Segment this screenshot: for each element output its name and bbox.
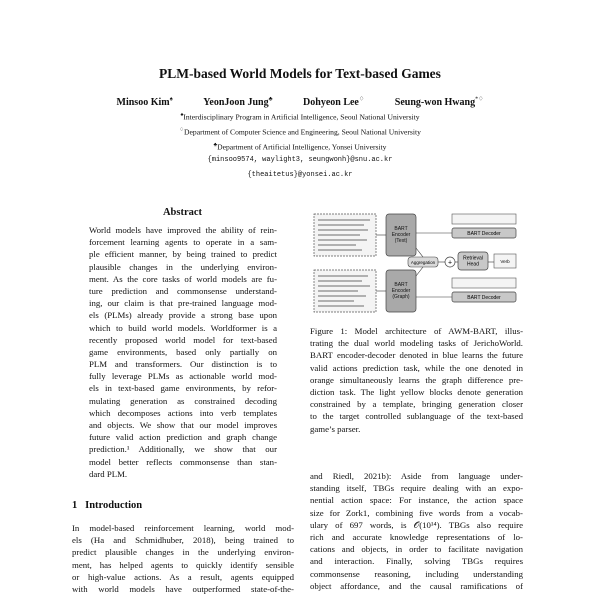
- retrieval-line-1: Retrieval: [463, 255, 483, 262]
- architecture-diagram: [312, 208, 520, 316]
- decoder-bottom-label: BART Decoder: [467, 295, 501, 301]
- encoder-graph-line-2: Encoder: [391, 288, 411, 294]
- abstract-line: els (PLMs) already provide a strong base upon: [89, 310, 277, 321]
- body-line: ulary of 697 words, is 𝒪(10¹⁴). TBGs also require: [310, 519, 523, 530]
- encoder-graph-line-1: BART: [394, 282, 408, 288]
- encoder-text-line-2: Encoder: [391, 232, 411, 238]
- abstract-line: els in text-based game environments, by refor-: [89, 383, 277, 394]
- caption-line: game’s parser.: [310, 423, 361, 434]
- caption-line: diction task. The light yellow blocks denote generation: [310, 386, 523, 397]
- intro-line: ment, has helped agents to quickly identify sensible: [72, 559, 294, 570]
- abstract-line: World models have improved the ability of rein-: [89, 225, 277, 235]
- affiliation-2: ♢Department of Computer Science and Engineering, Seoul National University: [179, 127, 421, 137]
- intro-heading: [72, 500, 142, 511]
- abstract-line: dard PLM.: [89, 468, 128, 479]
- caption-line: BART encoder-decoder denoted in blue learns the future: [310, 350, 523, 361]
- abstract-line: ing, our claim is that pre-trained language mod-: [89, 298, 277, 309]
- abstract-line: which to build world models. Worldformer is a: [89, 322, 277, 333]
- decoder-bottom-output: [452, 278, 516, 288]
- abstract-heading: Abstract: [162, 207, 203, 218]
- abstract-line: which decomposes actions into verb templates: [89, 407, 277, 418]
- section-title: Introduction: [85, 500, 143, 511]
- retrieval-line-2: Head: [467, 261, 479, 268]
- body-line: size for Zork1, combining five words from a vocab-: [310, 507, 523, 518]
- body-line: and Riedl, 2021b): Aside from language under-: [310, 471, 523, 481]
- abstract-line: PLM and transformers. Our distinction is to: [89, 359, 277, 370]
- body-line: standing itself, TBGs require dealing with an expo-: [310, 483, 523, 494]
- affiliation-3: ♣Department of Artificial Intelligence, Yonsei University: [213, 142, 387, 152]
- section-number: 1: [72, 500, 78, 511]
- plus-label: +: [447, 259, 453, 267]
- abstract-line: prediction.¹ Additionally, we show that our: [89, 444, 277, 455]
- encoder-text-line-3: (Text): [394, 238, 408, 244]
- encoder-graph-line-3: (Graph): [392, 294, 410, 300]
- intro-line: In model-based reinforcement learning, world mod-: [72, 523, 294, 533]
- caption-line: valid actions prediction task, while the one denoted in: [310, 362, 523, 373]
- intro-line: els (Ha and Schmidhuber, 2018), being trained to: [72, 535, 294, 546]
- caption-line: trating the dual world modeling tasks of JerichoWorld.: [310, 338, 523, 349]
- intro-line: with world models have outperformed state-of-the-: [72, 583, 294, 594]
- author-2: YeonJoon Jung♣: [203, 97, 273, 109]
- abstract-line: ment. As the core tasks of world models are fu-: [89, 273, 277, 284]
- caption-line: constrained by a template, bringing generation closer: [310, 399, 523, 410]
- verb-label: Verb: [500, 259, 510, 264]
- abstract-line: plausible changes in the underlying environ-: [89, 261, 277, 272]
- caption-line: to the target controlled sublanguage of the text-based: [310, 411, 523, 422]
- body-line: object affordance, and the causal ramifications of: [310, 580, 523, 591]
- right-column-body: [310, 470, 523, 592]
- author-list: [0, 96, 600, 108]
- abstract-line: mulating generation as constrained decoding: [89, 395, 277, 406]
- abstract-line: ture prediction and commonsense understand-: [89, 285, 277, 296]
- body-line: nential action space: For instance, the action space: [310, 495, 523, 506]
- abstract-line: and objects. We show that our model improves: [89, 420, 277, 430]
- abstract-body: [89, 224, 277, 480]
- caption-line: orange simultaneously learns the graph difference pre-: [310, 374, 523, 385]
- body-line: rich and accurate knowledge representations of lo-: [310, 531, 523, 542]
- body-line: commonsense reasoning, including understanding: [310, 568, 523, 579]
- encoder-text-line-1: BART: [394, 226, 408, 232]
- abstract-line: fully leverage PLMs as actionable world mod-: [89, 371, 277, 382]
- caption-line: Figure 1: Model architecture of AWM-BART, illus-: [310, 326, 523, 336]
- abstract-line: model better reflects commonsense than stan-: [89, 456, 277, 467]
- figure-1-caption: [310, 325, 523, 435]
- intro-line: or high-value actions. As a result, agents equipped: [72, 571, 294, 582]
- abstract-line: forcement learning agents to operate in a sam-: [89, 237, 277, 248]
- decoder-top-label: BART Decoder: [467, 231, 501, 237]
- email-line-2: {theaitetus}@yonsei.ac.kr: [247, 171, 353, 179]
- paper-title: PLM-based World Models for Text-based Games: [159, 66, 441, 81]
- email-line-1: {minsoo9574, waylight3, seungwonh}@snu.ac.kr: [207, 156, 393, 164]
- abstract-line: recently proposed world model for text-based: [89, 334, 277, 345]
- decoder-top-output: [452, 214, 516, 224]
- body-line: cations and objects, in order to facilitate navigation: [310, 544, 523, 555]
- body-line: and interaction. Finally, solving TBGs requires: [310, 556, 523, 567]
- intro-line: predict plausible changes in the underlying environ-: [72, 547, 294, 558]
- abstract-line: future valid action prediction and graph change: [89, 432, 277, 443]
- figure-1-architecture: [312, 208, 520, 316]
- abstract-line: ple efficient manner, by being trained to predict: [89, 249, 277, 260]
- author-4: Seung-won Hwang*♢: [394, 97, 484, 109]
- author-3: Dohyeon Lee♢: [303, 97, 365, 109]
- intro-body: [72, 522, 294, 595]
- aggregation-label: Aggregation: [410, 260, 436, 265]
- abstract-line: game environments, based only partially on: [89, 346, 277, 357]
- author-1: Minsoo Kim♠: [116, 97, 173, 109]
- affiliation-1: ♠Interdisciplinary Program in Artificial Intelligence, Seoul National University: [180, 112, 420, 122]
